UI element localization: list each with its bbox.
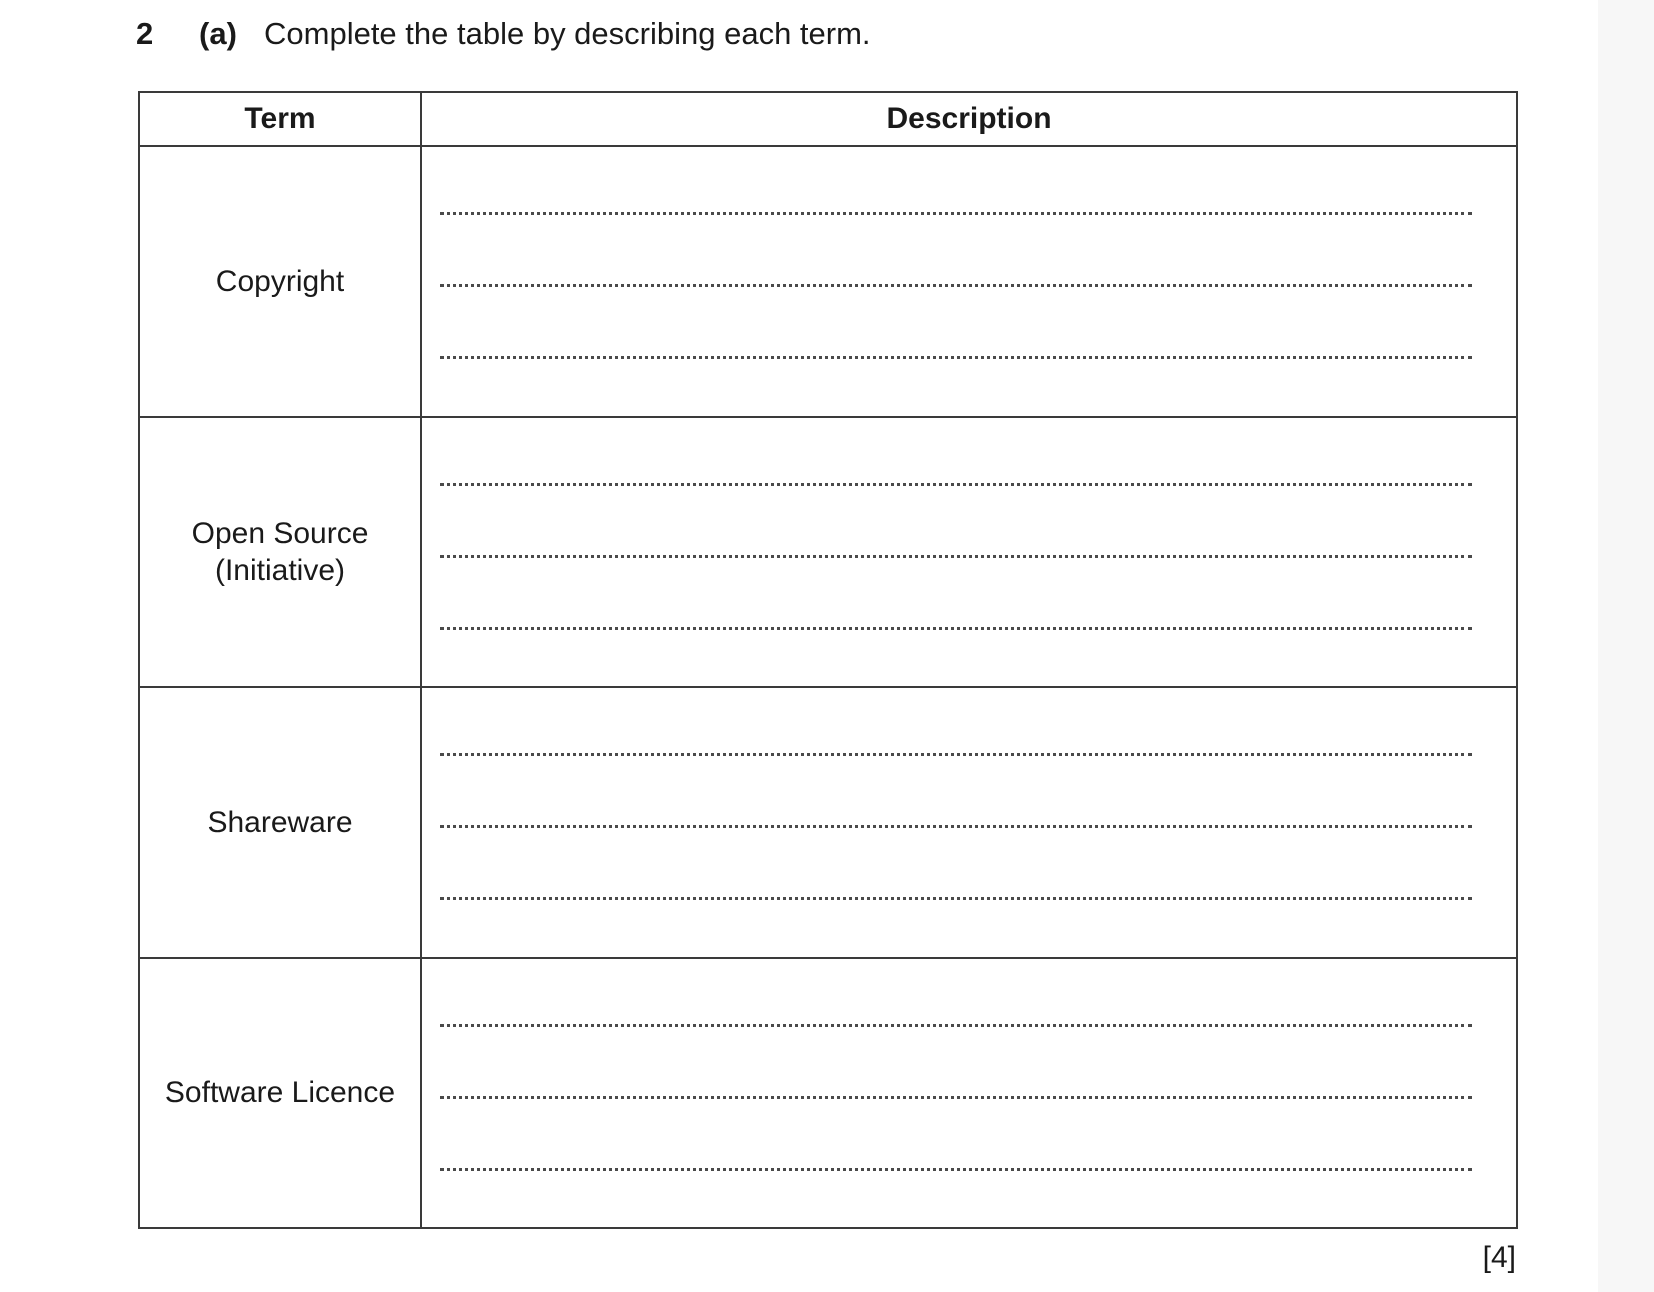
table-row xyxy=(139,958,1517,1229)
question-part-label: (a) xyxy=(199,16,237,51)
answer-lines xyxy=(440,418,1472,687)
term-cell-open-source xyxy=(139,417,421,688)
dotted-answer-line xyxy=(440,1096,1472,1099)
answer-lines xyxy=(440,959,1472,1228)
description-answer-area[interactable] xyxy=(421,417,1517,688)
page-margin xyxy=(1598,0,1654,1292)
term-label-sub: (Initiative) xyxy=(214,553,346,587)
answer-lines xyxy=(440,147,1472,416)
description-answer-area[interactable] xyxy=(421,687,1517,958)
dotted-answer-line xyxy=(440,825,1472,828)
header-term: Term xyxy=(139,92,421,146)
term-label: Open Source xyxy=(191,516,369,550)
table-header-row xyxy=(139,92,1517,146)
term-cell-software-licence xyxy=(139,958,421,1229)
question-number: 2 xyxy=(136,16,154,51)
term-label: Copyright xyxy=(215,264,345,298)
dotted-answer-line xyxy=(440,555,1472,558)
term-cell-shareware xyxy=(139,687,421,958)
table-row xyxy=(139,146,1517,417)
table-row xyxy=(139,417,1517,688)
dotted-answer-line xyxy=(440,897,1472,900)
table-row xyxy=(139,687,1517,958)
header-description: Description xyxy=(421,92,1517,146)
question-header xyxy=(136,14,1554,54)
dotted-answer-line xyxy=(440,356,1472,359)
question-instruction: Complete the table by describing each term. xyxy=(264,16,871,51)
description-answer-area[interactable] xyxy=(421,958,1517,1229)
dotted-answer-line xyxy=(440,753,1472,756)
term-label: Shareware xyxy=(207,805,353,839)
dotted-answer-line xyxy=(440,627,1472,630)
dotted-answer-line xyxy=(440,284,1472,287)
dotted-answer-line xyxy=(440,1024,1472,1027)
dotted-answer-line xyxy=(440,483,1472,486)
term-label: Software Licence xyxy=(164,1076,396,1110)
marks-allocation: [4] xyxy=(1482,1241,1516,1274)
dotted-answer-line xyxy=(440,1168,1472,1171)
answer-table xyxy=(138,91,1518,1229)
term-cell-copyright xyxy=(139,146,421,417)
answer-lines xyxy=(440,688,1472,957)
description-answer-area[interactable] xyxy=(421,146,1517,417)
dotted-answer-line xyxy=(440,212,1472,215)
